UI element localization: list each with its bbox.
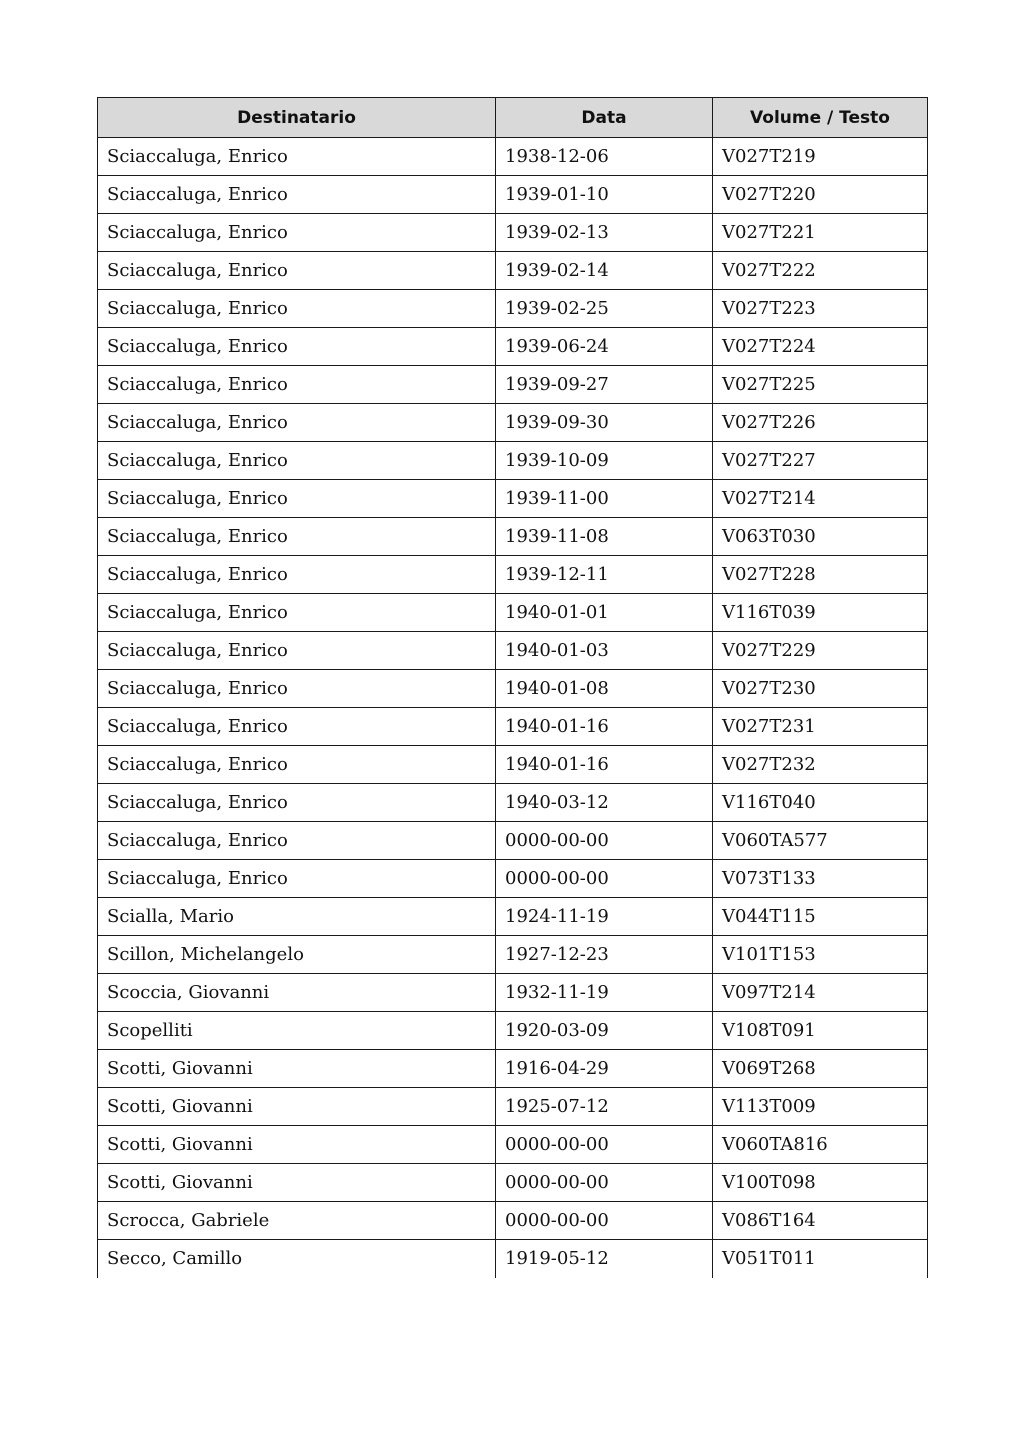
- cell-volume-testo: V027T225: [713, 366, 928, 404]
- cell-destinatario: Sciaccaluga, Enrico: [98, 138, 496, 176]
- cell-volume-testo: V063T030: [713, 518, 928, 556]
- cell-destinatario: Sciaccaluga, Enrico: [98, 518, 496, 556]
- cell-data: 1940-01-08: [496, 670, 713, 708]
- cell-destinatario: Sciaccaluga, Enrico: [98, 594, 496, 632]
- cell-data: 1939-09-30: [496, 404, 713, 442]
- cell-destinatario: Sciaccaluga, Enrico: [98, 404, 496, 442]
- table-row: [98, 1202, 928, 1240]
- cell-data: 0000-00-00: [496, 822, 713, 860]
- cell-destinatario: Sciaccaluga, Enrico: [98, 176, 496, 214]
- cell-destinatario: Scrocca, Gabriele: [98, 1202, 496, 1240]
- cell-data: 1939-11-00: [496, 480, 713, 518]
- cell-data: 1940-01-16: [496, 708, 713, 746]
- cell-data: 1940-03-12: [496, 784, 713, 822]
- header-volume-testo: Volume / Testo: [713, 98, 928, 138]
- cell-destinatario: Sciaccaluga, Enrico: [98, 822, 496, 860]
- cell-data: 0000-00-00: [496, 1126, 713, 1164]
- cell-volume-testo: V027T231: [713, 708, 928, 746]
- table-header: [98, 98, 928, 138]
- header-destinatario: Destinatario: [98, 98, 496, 138]
- table-row: [98, 480, 928, 518]
- cell-data: 0000-00-00: [496, 860, 713, 898]
- table-row: [98, 252, 928, 290]
- cell-volume-testo: V073T133: [713, 860, 928, 898]
- cell-volume-testo: V027T230: [713, 670, 928, 708]
- cell-destinatario: Sciaccaluga, Enrico: [98, 290, 496, 328]
- cell-volume-testo: V027T232: [713, 746, 928, 784]
- cell-volume-testo: V027T219: [713, 138, 928, 176]
- table-row: [98, 214, 928, 252]
- table-row: [98, 176, 928, 214]
- cell-destinatario: Scialla, Mario: [98, 898, 496, 936]
- table-row: [98, 974, 928, 1012]
- table-row: [98, 328, 928, 366]
- cell-volume-testo: V027T224: [713, 328, 928, 366]
- cell-volume-testo: V027T228: [713, 556, 928, 594]
- table-row: [98, 366, 928, 404]
- table-row: [98, 442, 928, 480]
- cell-data: 0000-00-00: [496, 1202, 713, 1240]
- cell-volume-testo: V027T220: [713, 176, 928, 214]
- cell-volume-testo: V116T040: [713, 784, 928, 822]
- cell-destinatario: Scillon, Michelangelo: [98, 936, 496, 974]
- cell-volume-testo: V086T164: [713, 1202, 928, 1240]
- cell-volume-testo: V060TA577: [713, 822, 928, 860]
- cell-destinatario: Sciaccaluga, Enrico: [98, 214, 496, 252]
- table-row: [98, 860, 928, 898]
- cell-data: 1939-02-14: [496, 252, 713, 290]
- cell-destinatario: Scopelliti: [98, 1012, 496, 1050]
- cell-destinatario: Sciaccaluga, Enrico: [98, 632, 496, 670]
- header-data: Data: [496, 98, 713, 138]
- cell-data: 1940-01-16: [496, 746, 713, 784]
- table-row: [98, 822, 928, 860]
- cell-data: 1939-02-25: [496, 290, 713, 328]
- table-row: [98, 632, 928, 670]
- table-body: [98, 138, 928, 1278]
- cell-destinatario: Sciaccaluga, Enrico: [98, 366, 496, 404]
- cell-volume-testo: V027T226: [713, 404, 928, 442]
- table-row: [98, 594, 928, 632]
- table-row: [98, 1126, 928, 1164]
- cell-volume-testo: V044T115: [713, 898, 928, 936]
- table-row: [98, 1088, 928, 1126]
- table-row: [98, 1050, 928, 1088]
- cell-data: 1920-03-09: [496, 1012, 713, 1050]
- table-row: [98, 556, 928, 594]
- table-row: [98, 936, 928, 974]
- cell-data: 1919-05-12: [496, 1240, 713, 1278]
- table-row: [98, 898, 928, 936]
- cell-data: 1916-04-29: [496, 1050, 713, 1088]
- table-row: [98, 290, 928, 328]
- table-row: [98, 1012, 928, 1050]
- cell-data: 1925-07-12: [496, 1088, 713, 1126]
- cell-destinatario: Scoccia, Giovanni: [98, 974, 496, 1012]
- cell-data: 1932-11-19: [496, 974, 713, 1012]
- cell-volume-testo: V027T221: [713, 214, 928, 252]
- cell-volume-testo: V027T214: [713, 480, 928, 518]
- cell-destinatario: Scotti, Giovanni: [98, 1050, 496, 1088]
- cell-volume-testo: V027T223: [713, 290, 928, 328]
- cell-data: 1939-02-13: [496, 214, 713, 252]
- cell-destinatario: Sciaccaluga, Enrico: [98, 252, 496, 290]
- cell-data: 1924-11-19: [496, 898, 713, 936]
- cell-data: 1939-12-11: [496, 556, 713, 594]
- header-row: [98, 98, 928, 138]
- cell-volume-testo: V027T222: [713, 252, 928, 290]
- cell-data: 0000-00-00: [496, 1164, 713, 1202]
- cell-data: 1939-01-10: [496, 176, 713, 214]
- cell-destinatario: Sciaccaluga, Enrico: [98, 556, 496, 594]
- cell-data: 1940-01-03: [496, 632, 713, 670]
- cell-destinatario: Scotti, Giovanni: [98, 1126, 496, 1164]
- cell-volume-testo: V051T011: [713, 1240, 928, 1278]
- cell-destinatario: Sciaccaluga, Enrico: [98, 442, 496, 480]
- cell-data: 1938-12-06: [496, 138, 713, 176]
- cell-volume-testo: V116T039: [713, 594, 928, 632]
- cell-data: 1940-01-01: [496, 594, 713, 632]
- cell-data: 1939-10-09: [496, 442, 713, 480]
- table-row: [98, 518, 928, 556]
- cell-volume-testo: V108T091: [713, 1012, 928, 1050]
- table-row: [98, 708, 928, 746]
- cell-destinatario: Sciaccaluga, Enrico: [98, 480, 496, 518]
- cell-volume-testo: V027T229: [713, 632, 928, 670]
- table-row: [98, 138, 928, 176]
- cell-destinatario: Sciaccaluga, Enrico: [98, 708, 496, 746]
- table-row: [98, 746, 928, 784]
- cell-volume-testo: V027T227: [713, 442, 928, 480]
- cell-destinatario: Secco, Camillo: [98, 1240, 496, 1278]
- cell-data: 1939-06-24: [496, 328, 713, 366]
- cell-data: 1927-12-23: [496, 936, 713, 974]
- cell-volume-testo: V100T098: [713, 1164, 928, 1202]
- cell-data: 1939-09-27: [496, 366, 713, 404]
- table-row: [98, 784, 928, 822]
- cell-destinatario: Sciaccaluga, Enrico: [98, 746, 496, 784]
- letters-table: [97, 97, 928, 1278]
- cell-data: 1939-11-08: [496, 518, 713, 556]
- cell-volume-testo: V060TA816: [713, 1126, 928, 1164]
- cell-destinatario: Scotti, Giovanni: [98, 1088, 496, 1126]
- cell-destinatario: Sciaccaluga, Enrico: [98, 328, 496, 366]
- cell-destinatario: Sciaccaluga, Enrico: [98, 860, 496, 898]
- table-row: [98, 404, 928, 442]
- cell-volume-testo: V097T214: [713, 974, 928, 1012]
- table-row: [98, 1240, 928, 1278]
- cell-destinatario: Scotti, Giovanni: [98, 1164, 496, 1202]
- cell-volume-testo: V113T009: [713, 1088, 928, 1126]
- cell-volume-testo: V069T268: [713, 1050, 928, 1088]
- table-row: [98, 1164, 928, 1202]
- table-row: [98, 670, 928, 708]
- cell-volume-testo: V101T153: [713, 936, 928, 974]
- cell-destinatario: Sciaccaluga, Enrico: [98, 784, 496, 822]
- cell-destinatario: Sciaccaluga, Enrico: [98, 670, 496, 708]
